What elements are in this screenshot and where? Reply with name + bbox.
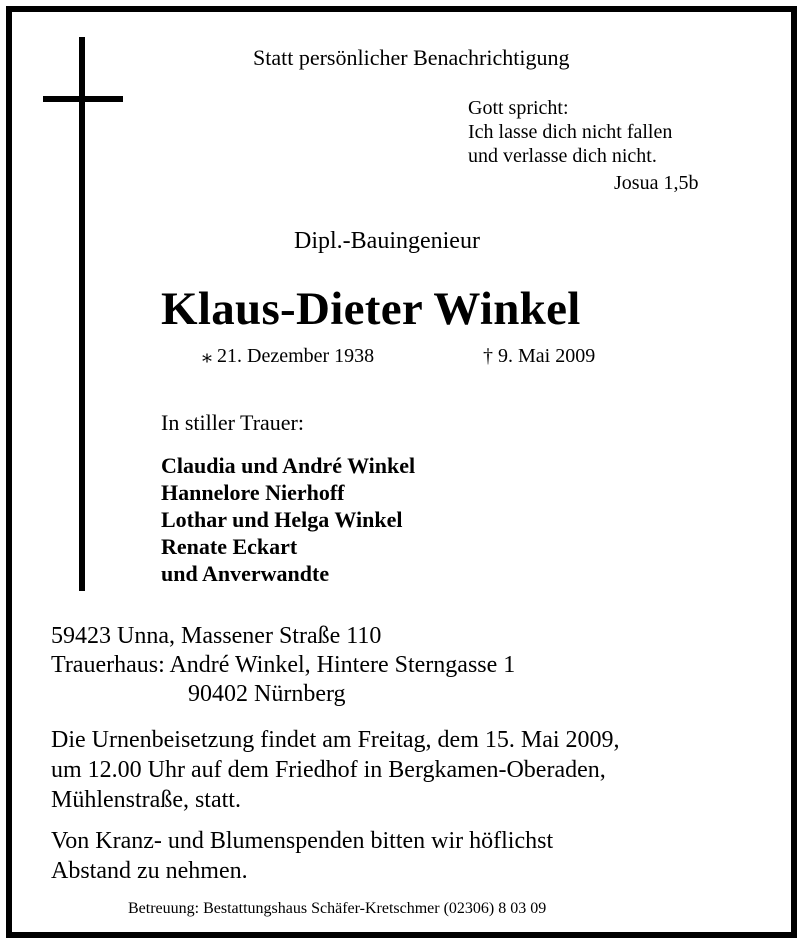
burial-info xyxy=(51,725,620,815)
verse-line: und verlasse dich nicht. xyxy=(468,145,657,167)
address-city: 90402 Nürnberg xyxy=(188,681,346,707)
mourner-name: Claudia und André Winkel xyxy=(161,453,416,478)
burial-line: Die Urnenbeisetzung findet am Freitag, dem 15. Mai 2009, xyxy=(51,727,620,753)
request-line: Von Kranz- und Blumenspenden bitten wir höflichst xyxy=(51,828,554,854)
cross-icon xyxy=(79,37,85,591)
birth-date: ⁎ 21. Dezember 1938 xyxy=(202,345,375,367)
mourner-name: Renate Eckart xyxy=(161,534,298,559)
deceased-name: Klaus-Dieter Winkel xyxy=(161,283,581,335)
mourner-name: und Anverwandte xyxy=(161,561,330,586)
mourner-name: Lothar und Helga Winkel xyxy=(161,507,403,532)
verse-line: Gott spricht: xyxy=(468,97,569,119)
address-line: 59423 Unna, Massener Straße 110 xyxy=(51,623,382,649)
verse-line: Ich lasse dich nicht fallen xyxy=(468,121,673,143)
deceased-title: Dipl.-Bauingenieur xyxy=(294,228,480,254)
address-line: Trauerhaus: André Winkel, Hintere Sterngasse 1 xyxy=(51,652,516,678)
flower-request xyxy=(51,826,553,886)
mourners-list xyxy=(161,452,415,587)
burial-line: um 12.00 Uhr auf dem Friedhof in Bergkamen-Oberaden, xyxy=(51,757,606,783)
notice-header: Statt persönlicher Benachrichtigung xyxy=(253,45,570,70)
cross-icon-bar xyxy=(43,96,123,102)
verse-block xyxy=(468,96,672,168)
request-line: Abstand zu nehmen. xyxy=(51,858,248,884)
mourning-intro: In stiller Trauer: xyxy=(161,410,304,435)
death-date: † 9. Mai 2009 xyxy=(483,345,596,367)
mourner-name: Hannelore Nierhoff xyxy=(161,480,345,505)
verse-reference: Josua 1,5b xyxy=(614,172,699,194)
burial-line: Mühlenstraße, statt. xyxy=(51,787,241,813)
funeral-home-footer: Betreuung: Bestattungshaus Schäfer-Kretschmer (02306) 8 03 09 xyxy=(128,900,547,917)
address-block xyxy=(51,622,515,709)
